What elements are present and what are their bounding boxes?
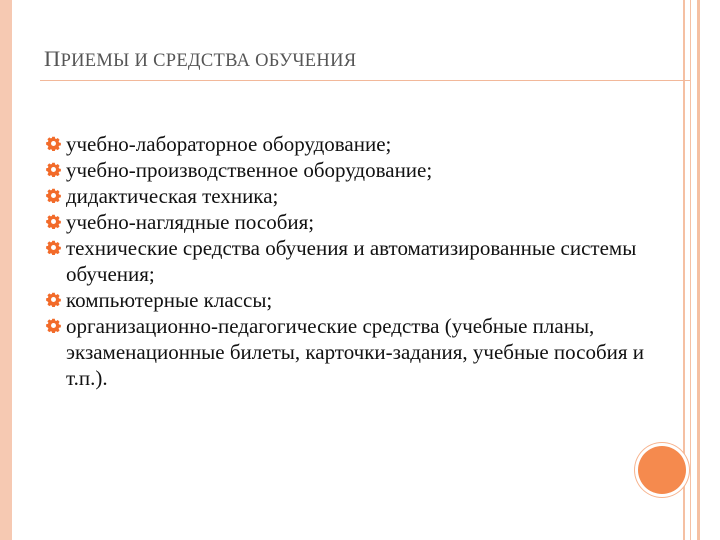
slide-title	[44, 46, 356, 72]
gear-icon	[46, 214, 61, 229]
gear-icon	[46, 162, 61, 177]
bullet-item	[46, 209, 646, 235]
bullet-text: дидактическая техника;	[66, 184, 279, 208]
title-divider	[40, 80, 690, 81]
bullet-text: компьютерные классы;	[66, 288, 273, 312]
slide-title-initial: П	[44, 46, 61, 71]
bullet-item	[46, 287, 646, 313]
bullet-text: учебно-лабораторное оборудование;	[66, 132, 392, 156]
bullet-text: учебно-наглядные пособия;	[66, 210, 315, 234]
gear-icon	[46, 240, 61, 255]
bullet-item	[46, 183, 646, 209]
bullet-list	[46, 131, 646, 391]
right-frame-line	[697, 0, 700, 540]
accent-circle	[638, 446, 686, 494]
bullet-item	[46, 235, 646, 287]
gear-icon	[46, 292, 61, 307]
bullet-item	[46, 131, 646, 157]
gear-icon	[46, 318, 61, 333]
bullet-item	[46, 313, 646, 391]
gear-icon	[46, 188, 61, 203]
left-frame-band	[0, 0, 12, 540]
slide-title-rest: РИЕМЫ И СРЕДСТВА ОБУЧЕНИЯ	[60, 51, 357, 71]
right-frame-line	[690, 0, 691, 540]
bullet-item	[46, 157, 646, 183]
bullet-text: учебно-производственное оборудование;	[66, 158, 433, 182]
gear-icon	[46, 136, 61, 151]
bullet-text: технические средства обучения и автоматизированные системы обучения;	[66, 236, 637, 286]
bullet-text: организационно-педагогические средства (учебные планы, экзаменационные билеты, карточки-задания, учебные пособия и т.п.).	[66, 314, 645, 390]
